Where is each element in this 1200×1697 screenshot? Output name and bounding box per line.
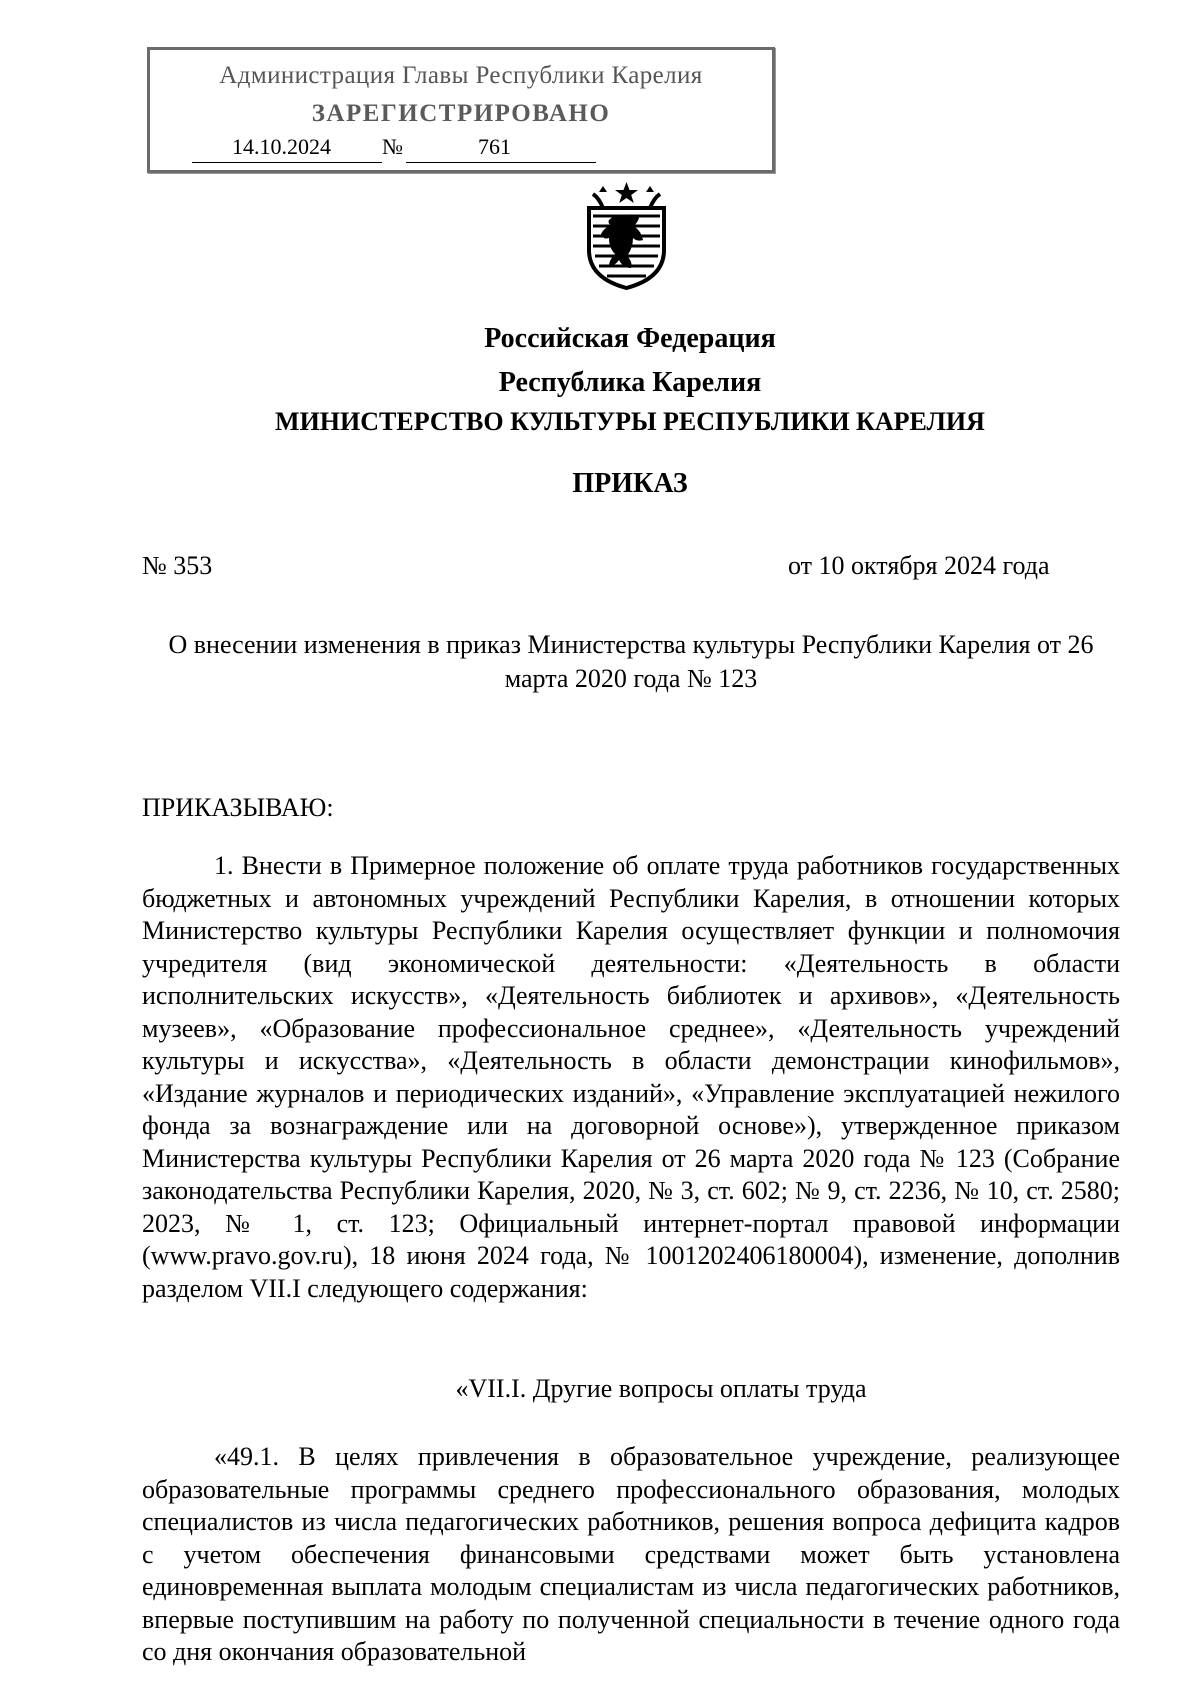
- order-number: № 353: [142, 551, 213, 580]
- order-subject: О внесении изменения в приказ Министерства культуры Республики Карелия от 26 марта 2020 года № 123: [168, 630, 1094, 693]
- section-title: «VII.I. Другие вопросы оплаты труда: [455, 1374, 867, 1403]
- header-country: Российская Федерация: [484, 323, 776, 354]
- document-type: ПРИКАЗ: [572, 468, 688, 499]
- stamp-date: 14.10.2024: [192, 132, 382, 163]
- order-date: от 10 октября 2024 года: [788, 551, 1050, 580]
- decree-heading: ПРИКАЗЫВАЮ:: [142, 793, 334, 822]
- stamp-number-label: №: [382, 134, 403, 159]
- paragraph-1: 1. Внести в Примерное положение об оплате труда работников государственных бюджетных и автономных учреждений Республики Карелия, в отношении которых Министерство культуры Республики Карелия осуществляет функции и полномочия учредителя (вид экономической деятельности: «Деятельность в области исполнительских искусств», «Деятельность библиотек и архивов», «Деятельность музеев», «Образование профессиональное среднее», «Деятельность учреждений культуры и искусства», «Деятельность в области демонстрации кинофильмов», «Издание журналов и периодических изданий», «Управление эксплуатацией нежилого фонда за вознаграждение или на договорной основе»), утвержденное приказом Министерства культуры Республики Карелия от 26 марта 2020 года № 123 (Собрание законодательства Республики Карелия, 2020, № 3, ст. 602; № 9, ст. 2236, № 10, ст. 2580; 2023, № 1, ст. 123; Официальный интернет-портал правовой информации (www.pravo.gov.ru), 18 июня 2024 года, № 1001202406180004), изменение, дополнив разделом VII.I следующего содержания:: [142, 851, 1120, 1303]
- registration-stamp: [147, 47, 775, 173]
- header-region: Республика Карелия: [498, 367, 762, 398]
- stamp-registered-label: ЗАРЕГИСТРИРОВАНО: [311, 100, 611, 127]
- header-ministry: МИНИСТЕРСТВО КУЛЬТУРЫ РЕСПУБЛИКИ КАРЕЛИЯ: [275, 407, 985, 436]
- stamp-number: 761: [406, 132, 596, 163]
- paragraph-49-1: «49.1. В целях привлечения в образовательное учреждение, реализующее образовательные программы среднего профессионального образования, молодых специалистов из числа педагогических работников, решения вопроса дефицита кадров с учетом обеспечения финансовыми средствами может быть установлена единовременная выплата молодым специалистам из числа педагогических работников, впервые поступившим на работу по полученной специальности в течение одного года со дня окончания образовательной: [142, 1442, 1120, 1666]
- stamp-organization: Администрация Главы Республики Карелия: [219, 62, 703, 89]
- karelia-coat-of-arms-icon: [579, 180, 674, 292]
